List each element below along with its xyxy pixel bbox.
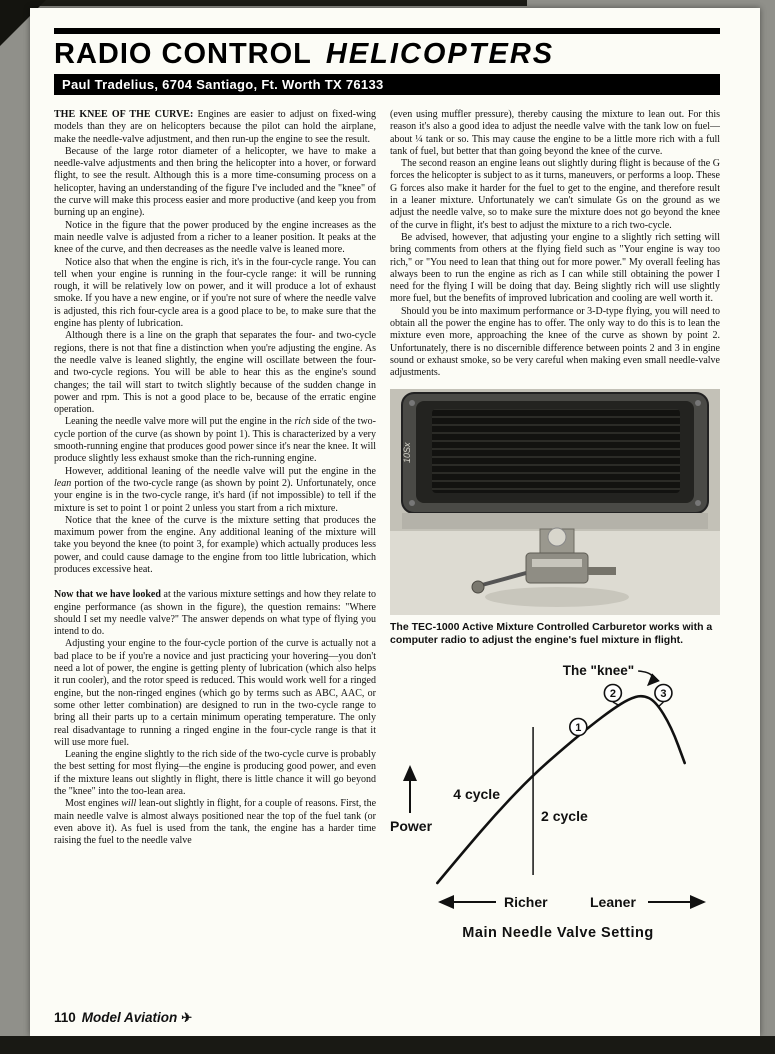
curve-point-number: 2: [609, 687, 616, 700]
article-title: [54, 37, 720, 71]
y-axis-label: Power: [390, 817, 433, 834]
paragraph: (even using muffler pressure), thereby causing the mixture to lean out. For this reason it's also a good idea to adjust the needle valve with the tank low on fuel—about ¼ tank or so. This may cause the engine to be a little more rich with a full tank of fuel, but better that than going beyond the knee of the curve.: [390, 109, 720, 157]
header-rule: [54, 28, 720, 34]
x-axis-label: Main Needle Valve Setting: [462, 924, 654, 941]
page-footer: [54, 1010, 720, 1026]
airplane-icon: ✈: [181, 1010, 193, 1025]
article-body: [54, 109, 720, 1015]
power-curve-chart: [390, 655, 720, 947]
point-tick: [613, 702, 618, 705]
paragraph: The second reason an engine leans out slightly during flight is because of the G forces the helicopter is subject to as it turns, maneuvers, or performs a loop. These G forces also make it harder for the fuel to get to the engine, and therefore result in a leaner mixture. Unfortunately we can't simulate Gs on the ground as we adjust the needle valve, so to make sure the mixture does not go beyond the knee of the curve in flight, it's best to adjust the mixture to a rich two-cycle.: [390, 158, 720, 231]
paragraph: Notice that the knee of the curve is the mixture setting that produces the maximum power from the engine. Any additional leaning of the mixture will take you beyond the knee (to point 3, for example) which actually produces less power, and could cause damage to the engine from too little lubrication, which produces excessive heat.: [54, 514, 376, 575]
photo-caption: The TEC-1000 Active Mixture Controlled Carburetor works with a computer radio to adjust the engine's fuel mixture in flight.: [390, 620, 713, 646]
article-title-italic: HELICOPTERS: [325, 38, 555, 70]
paragraph: Most engines will lean-out slightly in flight, for a couple of reasons. First, the main needle valve is almost always positioned near the top of the fuel tank (or even above it). As fuel is used from the tank, the engine has a harder time raising the fuel to the needle valve: [54, 798, 376, 847]
carburetor-photo: [390, 389, 720, 615]
paragraph: Be advised, however, that adjusting your engine to a slightly rich setting will bring comments from others at the flying field such as "Your engine is way too rich," or "You need to lean that thing out for more power." My overall feeling has always been to run the engine as rich as I can while still obtaining the power I need for the flying I will be doing that day. Being slightly rich will use slightly more fuel, but the benefits of improved lubrication and cooling are well worth it.: [390, 231, 720, 305]
carburetor-photo-image: [390, 389, 720, 615]
paragraph: Although there is a line on the graph that separates the four- and two-cycle regions, there is not that fine a distinction when you're adjusting the engine. As the needle valve is leaned slightly, the engine will oscillate between the four- and two-cycle regions. You will be able to hear this as the engine's sound changes; the tail will start to twitch slightly because of the sudden change in power and rpm. This is not a good place to be, because of the erratic engine operation.: [54, 330, 376, 416]
paragraph: Notice also that when the engine is rich, it's in the four-cycle range. You can tell when your engine is running in the four-cycle range: it will be running rough, it will be relatively low on power, and it will produce a lot of exhaust smoke. If you have a new engine, or if you're not sure of where the needle valve is adjusted, this rich four-cycle area is a good place to be, to make sure that the engine has plenty of lubrication.: [54, 256, 376, 330]
engine-model-label: 10Sx: [402, 442, 412, 463]
knee-arrow: [638, 671, 652, 685]
scan-edge-bottom: [0, 1036, 775, 1054]
region-label: 4 cycle: [453, 785, 500, 802]
byline-text: Paul Tradelius, 6704 Santiago, Ft. Worth TX 76133: [62, 77, 384, 92]
region-label: 2 cycle: [541, 807, 588, 824]
magazine-title: Model Aviation: [81, 1010, 178, 1025]
magazine-page: [30, 8, 760, 1036]
point-tick: [658, 702, 663, 707]
richer-label: Richer: [504, 893, 548, 910]
paragraph: However, additional leaning of the needle valve will put the engine in the lean portion of the two-cycle range (as shown by point 2). Unfortunately, once your engine is in the two-cycle range, it's hard (if not impossible) to tell if the mixture is set to point 1 or point 2 unless you start from a rich mixture.: [54, 465, 376, 514]
paragraph: Leaning the needle valve more will put the engine in the rich side of the two-cycle portion of the curve (as shown by point 1). This is characterized by a very smooth-running engine that produces good power since it's near the knee. It will produce slightly less exhaust smoke than the rich-running engine.: [54, 416, 376, 465]
byline-bar: [54, 74, 720, 95]
paragraph: Because of the large rotor diameter of a helicopter, we have to make a needle-valve adjustments and then bring the helicopter into a hover, or forward flight, to see the result. Although this is a more time-consuming process on a helicopter, having an understanding of the figure I've included and the "knee" of the curve will make this process easier and more productive (and keep you from burning up an engine).: [54, 145, 376, 219]
curve-point-number: 3: [660, 687, 667, 700]
page-number: 110: [54, 1010, 76, 1025]
right-column-text: [390, 109, 720, 380]
right-column: [390, 109, 720, 1015]
left-column: [54, 109, 376, 1015]
knee-label: The "knee": [562, 662, 635, 678]
article-title-main: RADIO CONTROL: [54, 38, 312, 70]
scan-edge-top: [0, 0, 527, 6]
article-header: [54, 28, 720, 95]
needle-valve-chart: [390, 655, 720, 947]
paragraph: Now that we have looked at the various mixture settings and how they relate to engine performance (as shown in the figure), the question remains: "Where should I set my needle valve?" The answer depends on what type of flying you intend to do.: [54, 589, 376, 638]
paragraph: Should you be into maximum performance or 3-D-type flying, you will need to obtain all the power the engine has to offer. The only way to do this is to lean the mixture even more, approaching the knee of the curve as shown by point 2. Unfortunately, there is no discernible difference between points 2 and 3 in engine sound or exhaust smoke, so be very careful when making even small needle-valve adjustments.: [390, 305, 720, 379]
paragraph: Leaning the engine slightly to the rich side of the two-cycle curve is probably the best setting for most flying—the engine is producing good power, and even if the mixture leans out slightly in flight, there is little chance it will go beyond the "knee" into the too-lean area.: [54, 749, 376, 798]
paragraph: THE KNEE OF THE CURVE: Engines are easier to adjust on fixed-wing models than they are on helicopters because the pilot can hold the airplane, make the needle-valve adjustment, and then run-up the engine to see the result.: [54, 109, 376, 145]
paragraph: Adjusting your engine to the four-cycle portion of the curve is actually not a bad place to be if you're a novice and just practicing your hovering—you don't need a lot of power, the engine is getting plenty of lubrication (which also helps it run cooler), and the rotor speed is reduced. This would work well for a ringed engine, but the non-ringed engines (which go by terms such as ABC, AAC, or some other letter combination) are designed to run in the two-cycle range to bring all their parts up to a certain minimum operating temperature. The only real disadvantage to running a ringed engine in the four-cycle range is that it will use more fuel.: [54, 638, 376, 748]
paragraph: Notice in the figure that the power produced by the engine increases as the main needle valve is adjusted from a richer to a leaner position. It peaks at the knee of the curve, and then decreases as the needle valve is leaned more.: [54, 219, 376, 256]
leaner-label: Leaner: [590, 893, 636, 910]
curve-point-number: 1: [575, 721, 582, 734]
